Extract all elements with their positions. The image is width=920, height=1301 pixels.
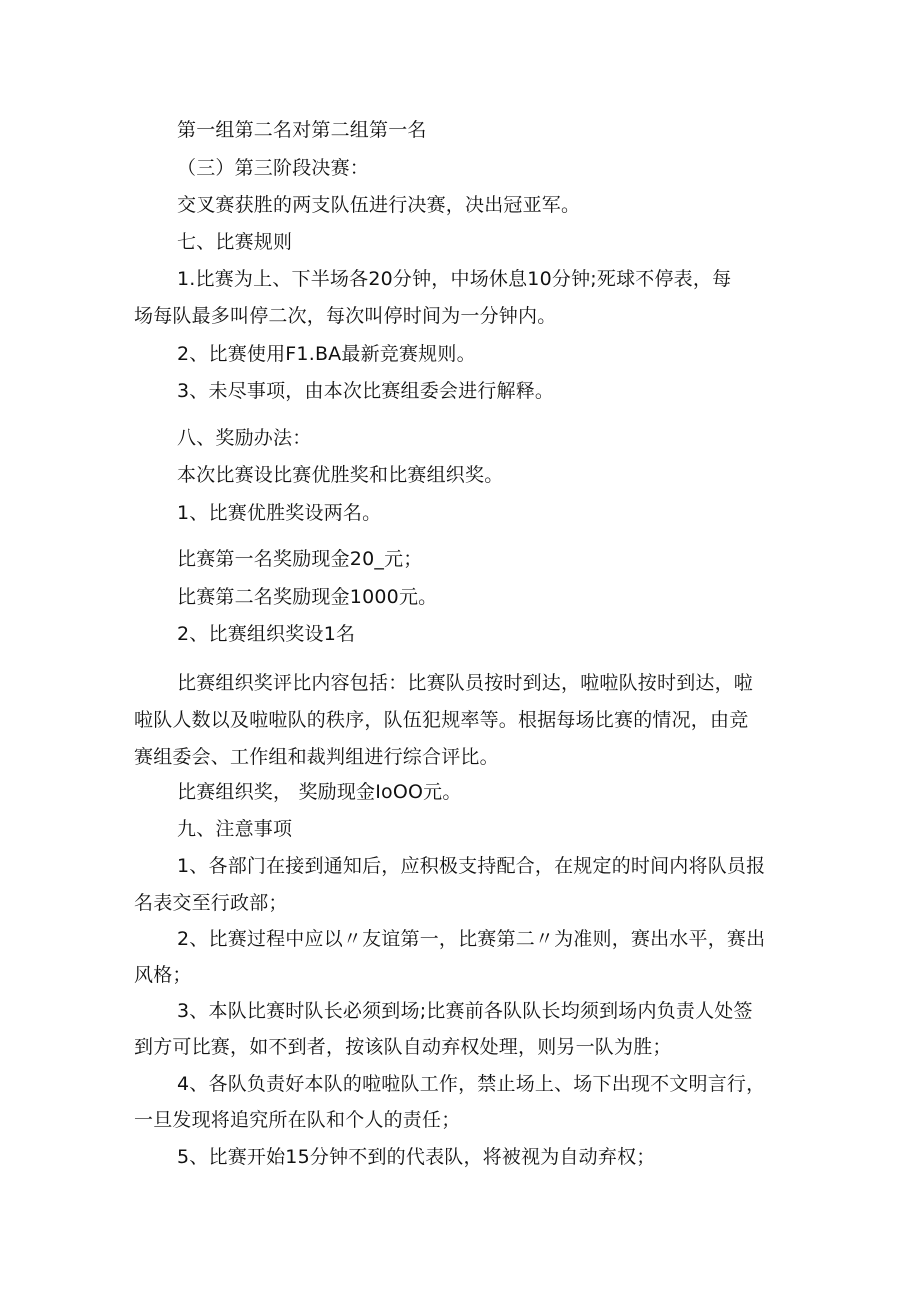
section-heading: 七、比赛规则 — [177, 231, 293, 253]
text-line: 5、比赛开始15分钟不到的代表队，将被视为自动弃权； — [177, 1146, 656, 1168]
text-line: 3、未尽事项，由本次比赛组委会进行解释。 — [177, 380, 555, 402]
text-line: 比赛组织奖， 奖励现金IoOO元。 — [177, 781, 462, 803]
text-line: 一旦发现将追究所在队和个人的责任； — [134, 1109, 461, 1131]
text-line: 1、比赛优胜奖设两名。 — [177, 502, 382, 524]
text-line: 到方可比赛，如不到者，按该队自动弃权处理，则另一队为胜； — [134, 1036, 672, 1058]
text-line: 1、各部门在接到通知后，应积极支持配合，在规定的时间内将队员报 — [177, 855, 766, 877]
text-line: 2、比赛组织奖设1名 — [177, 623, 356, 645]
text-line: 3、本队比赛时队长必须到场;比赛前各队队长均须到场内负责人处签 — [177, 1000, 753, 1022]
text-line: 场每队最多叫停二次，每次叫停时间为一分钟内。 — [134, 305, 557, 327]
text-line: 比赛第二名奖励现金1000元。 — [177, 586, 438, 608]
text-line: 本次比赛设比赛优胜奖和比赛组织奖。 — [177, 464, 504, 486]
text-line: 2、比赛过程中应以〃友谊第一，比赛第二〃为准则，赛出水平，赛出 — [177, 928, 766, 950]
text-line: 赛组委会、工作组和裁判组进行综合评比。 — [134, 746, 499, 768]
text-line: 交叉赛获胜的两支队伍进行决赛，决出冠亚军。 — [177, 194, 581, 216]
text-line: 名表交至行政部； — [134, 892, 288, 914]
text-line: 啦队人数以及啦啦队的秩序，队伍犯规率等。根据每场比赛的情况，由竞 — [134, 709, 749, 731]
text-line: 1.比赛为上、下半场各20分钟，中场休息10分钟;死球不停表，每 — [177, 268, 732, 290]
text-line: 4、各队负责好本队的啦啦队工作，禁止场上、场下出现不文明言行， — [177, 1073, 766, 1095]
text-line: 比赛组织奖评比内容包括：比赛队员按时到达，啦啦队按时到达，啦 — [177, 672, 754, 694]
section-heading: （三）第三阶段决赛： — [177, 157, 370, 179]
text-line: 第一组第二名对第二组第一名 — [177, 119, 427, 141]
section-heading: 八、奖励办法： — [177, 427, 312, 449]
text-line: 风格； — [134, 964, 192, 986]
section-heading: 九、注意事项 — [177, 818, 293, 840]
text-line: 比赛第一名奖励现金20_元； — [177, 548, 423, 570]
text-line: 2、比赛使用F1.BA最新竞赛规则。 — [177, 343, 476, 365]
